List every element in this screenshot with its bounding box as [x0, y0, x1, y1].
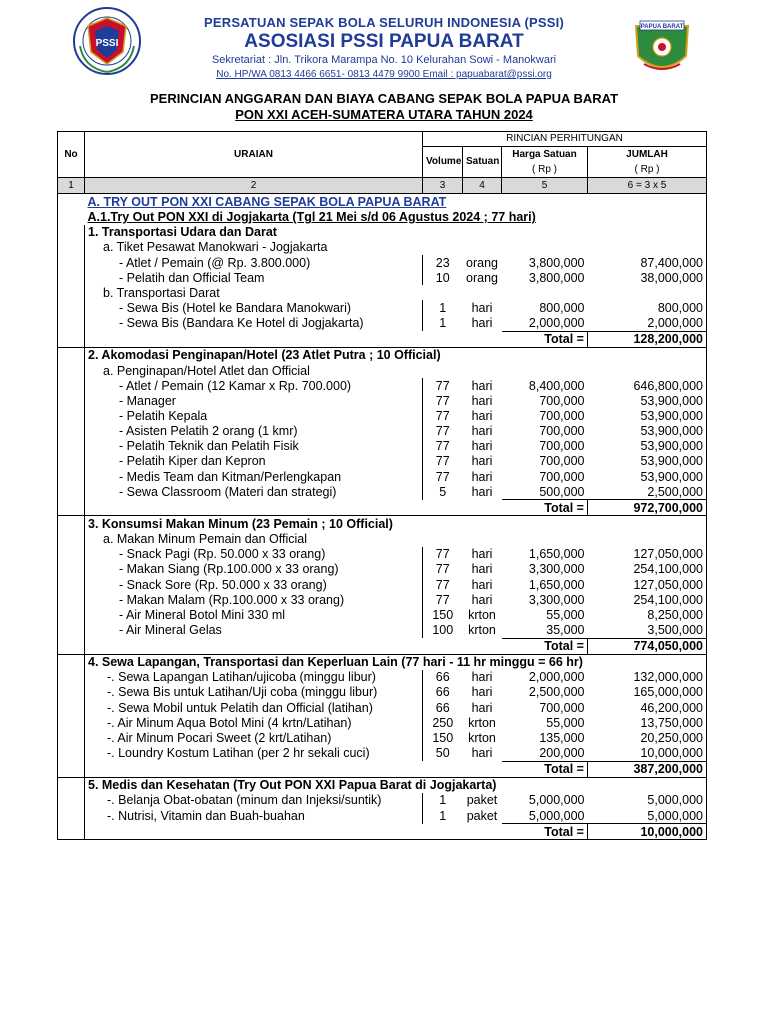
uraian-cell: [85, 761, 423, 777]
item-unit: paket: [466, 793, 498, 808]
item-volume: 1: [423, 808, 463, 824]
no-cell: [58, 316, 85, 332]
no-cell: [58, 516, 85, 532]
item-volume: 77: [423, 592, 463, 607]
item-unit: hari: [471, 547, 493, 562]
item-volume: 77: [423, 393, 463, 408]
item-unit-price: 8,400,000: [528, 378, 585, 393]
item-description: -. Air Minum Aqua Botol Mini (4 krtn/Latihan): [85, 715, 423, 730]
volume-cell: [423, 638, 463, 654]
no-cell: [58, 562, 85, 577]
item-unit-price: 700,000: [539, 469, 585, 484]
line-item-row: [58, 808, 707, 824]
category-row: [58, 777, 707, 793]
item-unit: hari: [471, 592, 493, 607]
total-label: Total =: [502, 761, 588, 777]
subsection-row: [58, 210, 707, 225]
no-cell: [58, 808, 85, 824]
total-row: [58, 500, 707, 516]
item-volume: 77: [423, 577, 463, 592]
item-description: -. Loundry Kostum Latihan (per 2 hr sekali cuci): [85, 745, 423, 761]
no-cell: [58, 255, 85, 270]
harga-cell: [502, 285, 588, 300]
subcategory-row: [58, 363, 707, 378]
item-description: -. Nutrisi, Vitamin dan Buah-buahan: [85, 808, 423, 824]
item-unit-price: 5,000,000: [528, 793, 585, 808]
subcategory-title: a. Penginapan/Hotel Atlet dan Official: [85, 363, 423, 378]
item-description: - Air Mineral Botol Mini 330 ml: [85, 607, 423, 622]
line-item-row: [58, 424, 707, 439]
item-unit: hari: [471, 700, 493, 715]
item-volume: 250: [423, 715, 463, 730]
item-unit-price: 500,000: [539, 484, 585, 499]
volume-cell: [423, 363, 463, 378]
uraian-cell: [85, 500, 423, 516]
item-description: - Makan Malam (Rp.100.000 x 33 orang): [85, 592, 423, 607]
item-description: - Pelatih Kepala: [85, 408, 423, 423]
item-unit-price: 3,800,000: [528, 255, 585, 270]
item-description: - Pelatih Teknik dan Pelatih Fisik: [85, 439, 423, 454]
header-no: No: [58, 132, 85, 178]
item-amount: 646,800,000: [588, 378, 707, 393]
document-title: PERINCIAN ANGGARAN DAN BIAYA CABANG SEPAK BOLA PAPUA BARAT: [149, 91, 619, 106]
line-item-row: [58, 484, 707, 500]
item-amount: 165,000,000: [588, 685, 707, 700]
line-item-row: [58, 670, 707, 685]
item-amount: 800,000: [588, 300, 707, 315]
item-unit-price: 700,000: [539, 424, 585, 439]
no-cell: [58, 777, 85, 793]
organization-name: PERSATUAN SEPAK BOLA SELURUH INDONESIA (PSSI): [203, 15, 565, 30]
item-amount: 13,750,000: [588, 715, 707, 730]
column-number: 3: [423, 178, 463, 194]
item-unit: hari: [471, 577, 493, 592]
papua-barat-emblem-icon: [630, 20, 694, 78]
item-unit-price: 700,000: [539, 408, 585, 423]
no-cell: [58, 592, 85, 607]
line-item-row: [58, 745, 707, 761]
header-harga-satuan-unit: ( Rp ): [502, 162, 588, 178]
item-amount: 46,200,000: [588, 700, 707, 715]
svg-text:PAPUA BARAT: PAPUA BARAT: [640, 24, 684, 31]
header-rincian: RINCIAN PERHITUNGAN: [423, 132, 707, 147]
item-unit-price: 3,300,000: [528, 562, 585, 577]
item-volume: 23: [423, 255, 463, 270]
no-cell: [58, 408, 85, 423]
no-cell: [58, 194, 85, 210]
item-description: - Sewa Bis (Hotel ke Bandara Manokwari): [85, 300, 423, 315]
no-cell: [58, 547, 85, 562]
total-value: 774,050,000: [588, 638, 707, 654]
item-unit-price: 35,000: [546, 622, 585, 637]
harga-cell: [502, 363, 588, 378]
item-description: - Snack Sore (Rp. 50.000 x 33 orang): [85, 577, 423, 592]
item-unit: krton: [468, 715, 496, 730]
no-cell: [58, 577, 85, 592]
no-cell: [58, 424, 85, 439]
line-item-row: [58, 577, 707, 592]
line-item-row: [58, 793, 707, 808]
line-item-row: [58, 685, 707, 700]
item-volume: 77: [423, 562, 463, 577]
item-unit: orang: [466, 255, 498, 270]
item-volume: 77: [423, 424, 463, 439]
satuan-cell: [463, 240, 502, 255]
item-unit-price: 200,000: [539, 746, 585, 761]
total-value: 387,200,000: [588, 761, 707, 777]
no-cell: [58, 300, 85, 315]
item-unit-price: 55,000: [546, 715, 585, 730]
no-cell: [58, 285, 85, 300]
line-item-row: [58, 316, 707, 332]
header-jumlah: JUMLAH: [588, 147, 707, 163]
volume-cell: [423, 285, 463, 300]
item-unit-price: 1,650,000: [528, 547, 585, 562]
no-cell: [58, 270, 85, 285]
volume-cell: [423, 240, 463, 255]
column-number: 4: [463, 178, 502, 194]
no-cell: [58, 210, 85, 225]
header-uraian: URAIAN: [85, 132, 423, 178]
item-unit-price: 700,000: [539, 454, 585, 469]
item-unit: hari: [471, 562, 493, 577]
total-row: [58, 638, 707, 654]
uraian-cell: [85, 331, 423, 347]
item-unit: hari: [471, 424, 493, 439]
item-amount: 132,000,000: [588, 670, 707, 685]
item-description: - Asisten Pelatih 2 orang (1 kmr): [85, 424, 423, 439]
jumlah-cell: [588, 240, 707, 255]
line-item-row: [58, 547, 707, 562]
item-volume: 77: [423, 454, 463, 469]
svg-text:PSSI: PSSI: [95, 38, 119, 49]
subcategory-row: [58, 285, 707, 300]
item-volume: 5: [423, 484, 463, 500]
item-unit: krton: [468, 607, 496, 622]
item-unit-price: 700,000: [539, 700, 585, 715]
column-number: 1: [58, 178, 85, 194]
satuan-cell: [463, 761, 502, 777]
item-unit: hari: [471, 454, 493, 469]
item-amount: 3,500,000: [588, 622, 707, 638]
item-amount: 53,900,000: [588, 469, 707, 484]
secretariat-address: Sekretariat : Jln. Trikora Marampa No. 10 Kelurahan Sowi - Manokwari: [211, 54, 557, 66]
line-item-row: [58, 592, 707, 607]
total-row: [58, 331, 707, 347]
item-amount: 127,050,000: [588, 577, 707, 592]
item-description: -. Sewa Mobil untuk Pelatih dan Official (latihan): [85, 700, 423, 715]
item-unit: hari: [471, 378, 493, 393]
volume-cell: [423, 500, 463, 516]
line-item-row: [58, 562, 707, 577]
line-item-row: [58, 408, 707, 423]
item-description: - Air Mineral Gelas: [85, 622, 423, 638]
item-volume: 150: [423, 730, 463, 745]
total-value: 972,700,000: [588, 500, 707, 516]
no-cell: [58, 347, 85, 363]
no-cell: [58, 654, 85, 670]
item-unit-price: 55,000: [546, 607, 585, 622]
column-number: 2: [85, 178, 423, 194]
item-description: - Medis Team dan Kitman/Perlengkapan: [85, 469, 423, 484]
item-description: - Pelatih dan Official Team: [85, 270, 423, 285]
line-item-row: [58, 255, 707, 270]
total-label: Total =: [502, 638, 588, 654]
line-item-row: [58, 730, 707, 745]
line-item-row: [58, 300, 707, 315]
category-row: [58, 225, 707, 240]
category-title: 5. Medis dan Kesehatan (Try Out PON XXI Papua Barat di Jogjakarta): [85, 777, 707, 793]
item-unit: hari: [471, 408, 493, 423]
item-unit-price: 1,650,000: [528, 577, 585, 592]
satuan-cell: [463, 638, 502, 654]
item-amount: 2,500,000: [588, 484, 707, 500]
volume-cell: [423, 532, 463, 547]
satuan-cell: [463, 285, 502, 300]
no-cell: [58, 469, 85, 484]
category-title: 2. Akomodasi Penginapan/Hotel (23 Atlet Putra ; 10 Official): [85, 347, 707, 363]
item-unit: hari: [471, 469, 493, 484]
line-item-row: [58, 378, 707, 393]
subsection-title: A.1.Try Out PON XXI di Jogjakarta (Tgl 21 Mei s/d 06 Agustus 2024 ; 77 hari): [85, 210, 707, 225]
uraian-cell: [85, 638, 423, 654]
item-description: -. Belanja Obat-obatan (minum dan Injeksi/suntik): [85, 793, 423, 808]
item-volume: 66: [423, 685, 463, 700]
item-volume: 66: [423, 700, 463, 715]
no-cell: [58, 700, 85, 715]
item-unit: hari: [471, 685, 493, 700]
no-cell: [58, 363, 85, 378]
no-cell: [58, 730, 85, 745]
item-unit: hari: [471, 439, 493, 454]
item-volume: 77: [423, 469, 463, 484]
total-row: [58, 824, 707, 840]
association-name: ASOSIASI PSSI PAPUA BARAT: [244, 31, 524, 52]
item-volume: 66: [423, 670, 463, 685]
uraian-cell: [85, 824, 423, 840]
item-unit: paket: [466, 808, 498, 823]
subcategory-title: a. Makan Minum Pemain dan Official: [85, 532, 423, 547]
item-unit: hari: [471, 746, 493, 761]
no-cell: [58, 393, 85, 408]
item-volume: 77: [423, 439, 463, 454]
jumlah-cell: [588, 363, 707, 378]
item-amount: 254,100,000: [588, 592, 707, 607]
item-unit: hari: [471, 393, 493, 408]
line-item-row: [58, 469, 707, 484]
item-amount: 10,000,000: [588, 745, 707, 761]
item-unit-price: 2,000,000: [528, 316, 585, 331]
item-unit-price: 2,500,000: [528, 685, 585, 700]
item-amount: 53,900,000: [588, 393, 707, 408]
header-harga-satuan: Harga Satuan: [502, 147, 588, 163]
item-amount: 87,400,000: [588, 255, 707, 270]
letterhead: [0, 0, 768, 84]
item-unit: hari: [471, 670, 493, 685]
item-unit: krton: [468, 730, 496, 745]
item-description: -. Sewa Lapangan Latihan/ujicoba (minggu libur): [85, 670, 423, 685]
line-item-row: [58, 454, 707, 469]
line-item-row: [58, 270, 707, 285]
item-unit: hari: [471, 316, 493, 331]
no-cell: [58, 793, 85, 808]
no-cell: [58, 715, 85, 730]
no-cell: [58, 240, 85, 255]
no-cell: [58, 638, 85, 654]
column-number-row: [58, 178, 707, 194]
item-volume: 77: [423, 547, 463, 562]
item-amount: 2,000,000: [588, 316, 707, 332]
item-description: - Makan Siang (Rp.100.000 x 33 orang): [85, 562, 423, 577]
item-description: - Sewa Classroom (Materi dan strategi): [85, 484, 423, 500]
section-title: A. TRY OUT PON XXI CABANG SEPAK BOLA PAPUA BARAT: [85, 194, 707, 210]
header-volume: Volume: [423, 147, 463, 178]
item-amount: 53,900,000: [588, 424, 707, 439]
item-unit-price: 5,000,000: [528, 808, 585, 823]
satuan-cell: [463, 363, 502, 378]
no-cell: [58, 745, 85, 761]
total-label: Total =: [502, 331, 588, 347]
item-volume: 10: [423, 270, 463, 285]
item-volume: 1: [423, 316, 463, 332]
subcategory-row: [58, 240, 707, 255]
item-description: - Pelatih Kiper dan Kepron: [85, 454, 423, 469]
no-cell: [58, 439, 85, 454]
item-unit-price: 2,000,000: [528, 670, 585, 685]
item-unit: krton: [468, 623, 496, 638]
no-cell: [58, 607, 85, 622]
subcategory-row: [58, 532, 707, 547]
no-cell: [58, 484, 85, 500]
jumlah-cell: [588, 285, 707, 300]
item-volume: 1: [423, 793, 463, 808]
item-description: -. Sewa Bis untuk Latihan/Uji coba (minggu libur): [85, 685, 423, 700]
satuan-cell: [463, 331, 502, 347]
harga-cell: [502, 532, 588, 547]
header-jumlah-unit: ( Rp ): [588, 162, 707, 178]
no-cell: [58, 532, 85, 547]
line-item-row: [58, 622, 707, 638]
header-satuan: Satuan: [463, 147, 502, 178]
jumlah-cell: [588, 532, 707, 547]
item-description: - Manager: [85, 393, 423, 408]
no-cell: [58, 225, 85, 240]
total-label: Total =: [502, 500, 588, 516]
satuan-cell: [463, 500, 502, 516]
satuan-cell: [463, 532, 502, 547]
total-label: Total =: [502, 824, 588, 840]
category-title: 1. Transportasi Udara dan Darat: [85, 225, 707, 240]
item-description: -. Air Minum Pocari Sweet (2 krt/Latihan): [85, 730, 423, 745]
no-cell: [58, 824, 85, 840]
satuan-cell: [463, 824, 502, 840]
category-row: [58, 516, 707, 532]
item-amount: 8,250,000: [588, 607, 707, 622]
no-cell: [58, 670, 85, 685]
item-description: - Atlet / Pemain (12 Kamar x Rp. 700.000): [85, 378, 423, 393]
contact-info: No. HP/WA 0813 4466 6651- 0813 4479 9900 Email : papuabarat@pssi.org: [216, 69, 552, 80]
item-amount: 38,000,000: [588, 270, 707, 285]
total-value: 128,200,000: [588, 331, 707, 347]
volume-cell: [423, 331, 463, 347]
document-subtitle: PON XXI ACEH-SUMATERA UTARA TAHUN 2024: [235, 107, 533, 122]
item-description: - Sewa Bis (Bandara Ke Hotel di Jogjakarta): [85, 316, 423, 332]
item-unit-price: 135,000: [539, 730, 585, 745]
item-amount: 53,900,000: [588, 454, 707, 469]
subcategory-title: b. Transportasi Darat: [85, 285, 423, 300]
item-volume: 77: [423, 378, 463, 393]
item-unit-price: 700,000: [539, 393, 585, 408]
line-item-row: [58, 700, 707, 715]
category-title: 3. Konsumsi Makan Minum (23 Pemain ; 10 Official): [85, 516, 707, 532]
volume-cell: [423, 824, 463, 840]
line-item-row: [58, 439, 707, 454]
no-cell: [58, 622, 85, 638]
total-row: [58, 761, 707, 777]
table-header-row: [58, 132, 707, 147]
item-unit-price: 700,000: [539, 439, 585, 454]
item-unit: orang: [466, 270, 498, 285]
item-amount: 5,000,000: [588, 808, 707, 824]
category-row: [58, 347, 707, 363]
budget-table: [57, 131, 707, 840]
line-item-row: [58, 393, 707, 408]
no-cell: [58, 331, 85, 347]
line-item-row: [58, 607, 707, 622]
item-volume: 1: [423, 300, 463, 315]
item-volume: 77: [423, 408, 463, 423]
item-amount: 53,900,000: [588, 408, 707, 423]
line-item-row: [58, 715, 707, 730]
no-cell: [58, 378, 85, 393]
column-number: 5: [502, 178, 588, 194]
item-volume: 50: [423, 745, 463, 761]
no-cell: [58, 685, 85, 700]
item-description: - Snack Pagi (Rp. 50.000 x 33 orang): [85, 547, 423, 562]
item-amount: 127,050,000: [588, 547, 707, 562]
harga-cell: [502, 240, 588, 255]
item-amount: 5,000,000: [588, 793, 707, 808]
item-unit-price: 3,300,000: [528, 592, 585, 607]
category-row: [58, 654, 707, 670]
item-unit: hari: [471, 484, 493, 499]
total-value: 10,000,000: [588, 824, 707, 840]
volume-cell: [423, 761, 463, 777]
column-number: 6 = 3 x 5: [588, 178, 707, 194]
item-unit: hari: [471, 300, 493, 315]
item-unit-price: 800,000: [539, 300, 585, 315]
category-title: 4. Sewa Lapangan, Transportasi dan Keperluan Lain (77 hari - 11 hr minggu = 66 hr): [85, 654, 707, 670]
item-amount: 53,900,000: [588, 439, 707, 454]
no-cell: [58, 500, 85, 516]
section-row: [58, 194, 707, 210]
subcategory-title: a. Tiket Pesawat Manokwari - Jogjakarta: [85, 240, 423, 255]
no-cell: [58, 761, 85, 777]
no-cell: [58, 454, 85, 469]
item-amount: 20,250,000: [588, 730, 707, 745]
item-volume: 150: [423, 607, 463, 622]
item-amount: 254,100,000: [588, 562, 707, 577]
item-unit-price: 3,800,000: [528, 270, 585, 285]
item-description: - Atlet / Pemain (@ Rp. 3.800.000): [85, 255, 423, 270]
item-volume: 100: [423, 622, 463, 638]
